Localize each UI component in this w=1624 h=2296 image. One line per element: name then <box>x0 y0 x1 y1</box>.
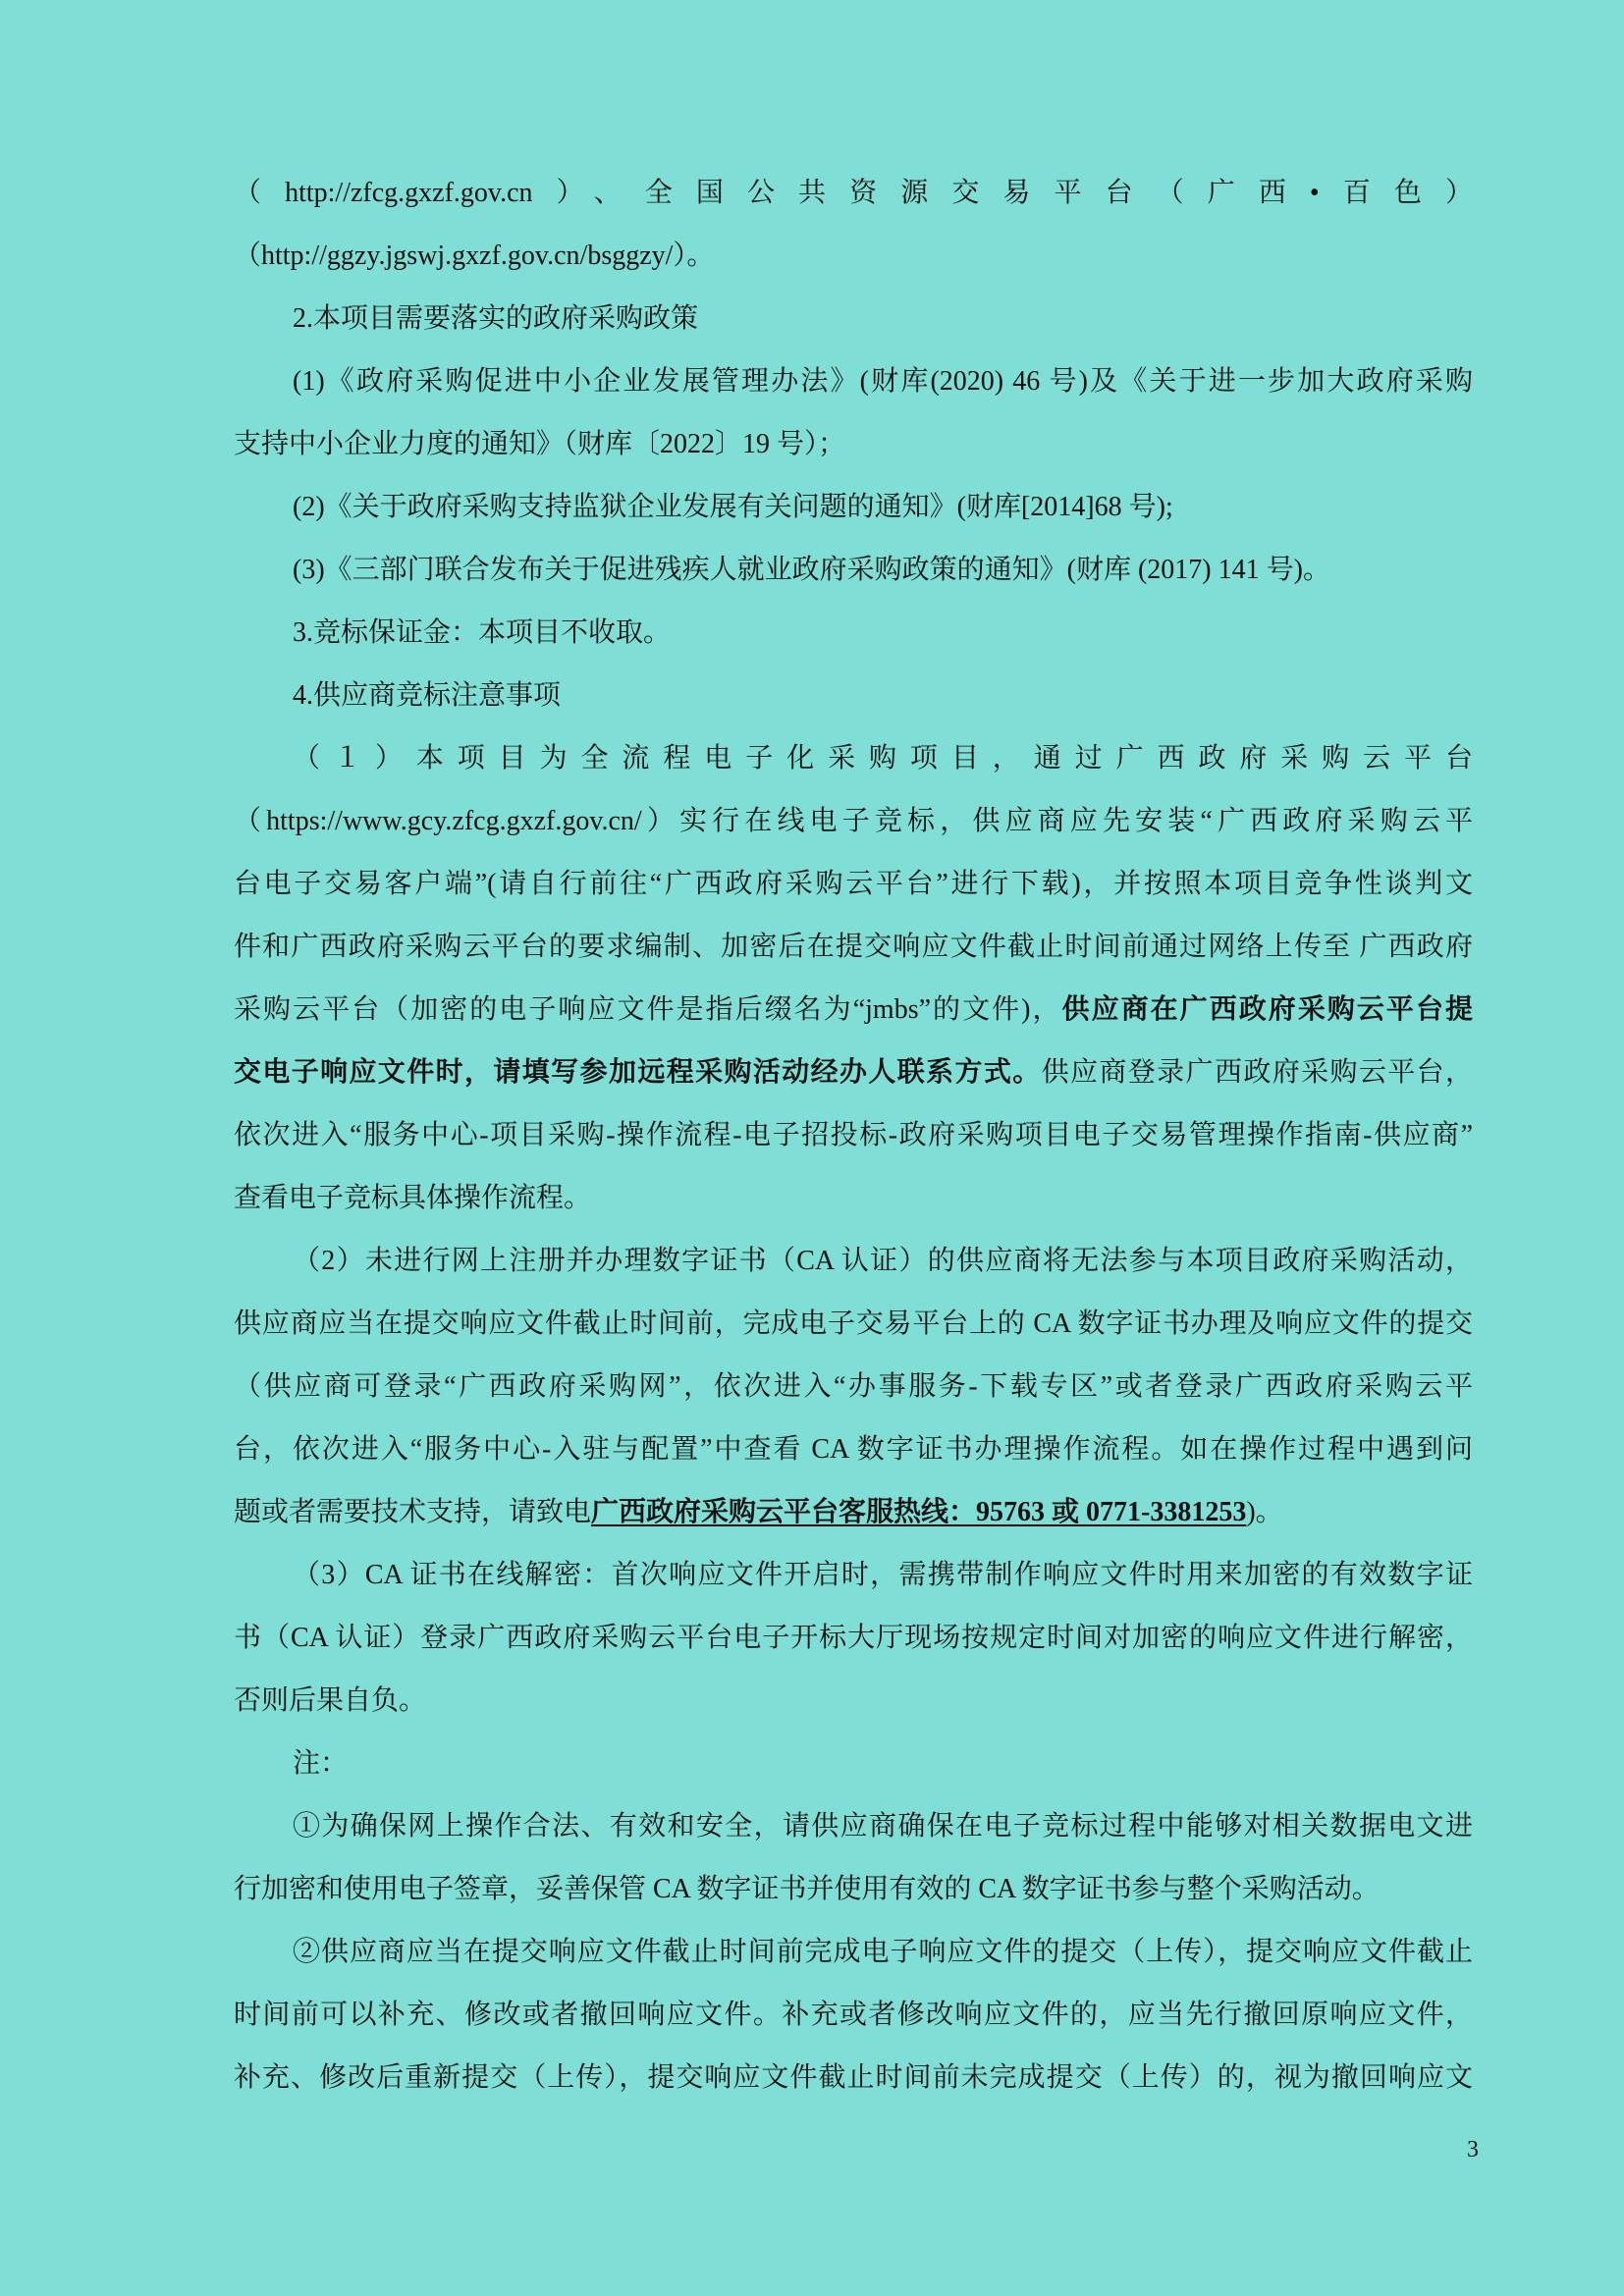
line-text: )。 <box>1246 1497 1283 1527</box>
paragraph-policy-2 <box>234 476 1473 539</box>
paragraph-line: 3.竞标保证金：本项目不收取。 <box>293 617 672 648</box>
paragraph-line: 台，依次进入“服务中心-入驻与配置”中查看 CA 数字证书办理操作流程。如在操作过程中遇到问 <box>234 1434 1473 1465</box>
paragraph-notice-3 <box>234 1544 1473 1733</box>
paragraph-line: ①为确保网上操作合法、有效和安全，请供应商确保在电子竞标过程中能够对相关数据电文进 <box>293 1811 1473 1842</box>
paragraph-line: 补充、修改后重新提交（上传），提交响应文件截止时间前未完成提交（上传）的，视为撤回响应文 <box>234 2062 1473 2093</box>
paragraph-note-2 <box>234 1921 1473 2109</box>
paragraph-policy-1 <box>234 350 1473 476</box>
paragraph-policy-3 <box>234 539 1473 602</box>
section-heading: 4.供应商竞标注意事项 <box>293 680 562 711</box>
paragraph-line: 时间前可以补充、修改或者撤回响应文件。补充或者修改响应文件的，应当先行撤回原响应文件， <box>234 2000 1473 2030</box>
paragraph-line: (2)《关于政府采购支持监狱企业发展有关问题的通知》(财库[2014]68 号); <box>293 492 1173 522</box>
paragraph-line: 书（CA 认证）登录广西政府采购云平台电子开标大厅现场按规定时间对加密的响应文件进行解密， <box>234 1623 1473 1653</box>
paragraph-line: （2）未进行网上注册并办理数字证书（CA 认证）的供应商将无法参与本项目政府采购活动， <box>293 1246 1473 1276</box>
paragraph-deposit <box>234 602 1473 665</box>
paragraph-line: 台电子交易客户端”(请自行前往“广西政府采购云平台”进行下载)，并按照本项目竞争性谈判文 <box>234 869 1473 899</box>
note-label: 注： <box>293 1748 349 1779</box>
paragraph-line: （http://zfcg.gxzf.gov.cn）、全国公共资源交易平台（广西•百色） <box>234 178 1473 208</box>
paragraph-line: 件和广西政府采购云平台的要求编制、加密后在提交响应文件截止时间前通过网络上传至 广西政府 <box>234 932 1473 962</box>
line-text: 题或者需要技术支持，请致电 <box>234 1497 592 1527</box>
paragraph-line: （3）CA 证书在线解密：首次响应文件开启时，需携带制作响应文件时用来加密的有效数字证 <box>293 1560 1473 1590</box>
paragraph-line: 否则后果自负。 <box>234 1685 427 1716</box>
paragraph-line <box>234 1041 1473 1104</box>
paragraph-notice-1 <box>234 727 1473 1230</box>
paragraph-line <box>234 1481 1473 1544</box>
paragraph-line: （供应商可登录“广西政府采购网”，依次进入“办事服务-下载专区”或者登录广西政府采购云平 <box>234 1371 1473 1402</box>
paragraph-line: （１）本项目为全流程电子化采购项目，通过广西政府采购云平台 <box>293 743 1473 774</box>
paragraph-platform-urls <box>234 162 1473 288</box>
paragraph-line: （http://ggzy.jgswj.gxzf.gov.cn/bsggzy/）。 <box>234 240 715 271</box>
paragraph-line: ②供应商应当在提交响应文件截止时间前完成电子响应文件的提交（上传），提交响应文件截止 <box>293 1937 1473 1967</box>
line-text: 供应商登录广西政府采购云平台， <box>1041 1057 1473 1088</box>
paragraph-line: 行加密和使用电子签章，妥善保管 CA 数字证书并使用有效的 CA 数字证书参与整个采购活动。 <box>234 1874 1380 1904</box>
paragraph-line: 依次进入“服务中心-项目采购-操作流程-电子招投标-政府采购项目电子交易管理操作指南-供应商” <box>234 1120 1473 1150</box>
bold-text: 供应商在广西政府采购云平台提 <box>1061 994 1473 1025</box>
paragraph-line: (3)《三部门联合发布关于促进残疾人就业政府采购政策的通知》(财库 (2017) 141 号)。 <box>293 555 1330 585</box>
section-heading: 2.本项目需要落实的政府采购政策 <box>293 303 699 334</box>
page-number: 3 <box>1467 2137 1479 2163</box>
bold-text: 交电子响应文件时，请填写参加远程采购活动经办人联系方式。 <box>234 1057 1042 1088</box>
paragraph-line: 支持中小企业力度的通知》（财库〔2022〕19 号）； <box>234 429 846 459</box>
paragraph-line: (1)《政府采购促进中小企业发展管理办法》(财库(2020) 46 号)及《关于进一步加大政府采购 <box>293 366 1473 397</box>
paragraph-line: 查看电子竞标具体操作流程。 <box>234 1183 592 1213</box>
paragraph-line: （https://www.gcy.zfcg.gxzf.gov.cn/）实行在线电子竞标，供应商应先安装“广西政府采购云平 <box>234 806 1473 836</box>
paragraph-notice-2 <box>234 1230 1473 1544</box>
paragraph-line: 供应商应当在提交响应文件截止时间前，完成电子交易平台上的 CA 数字证书办理及响应文件的提交 <box>234 1308 1473 1339</box>
paragraph-line <box>234 979 1473 1041</box>
paragraph-note-1 <box>234 1795 1473 1921</box>
hotline-text: 广西政府采购云平台客服热线：95763 或 0771-3381253 <box>591 1497 1247 1527</box>
section-heading-policies <box>234 288 1473 350</box>
note-heading <box>234 1733 1473 1795</box>
document-body <box>234 162 1473 2109</box>
line-text: 采购云平台（加密的电子响应文件是指后缀名为“jmbs”的文件)， <box>234 994 1062 1025</box>
section-heading-notes <box>234 665 1473 727</box>
